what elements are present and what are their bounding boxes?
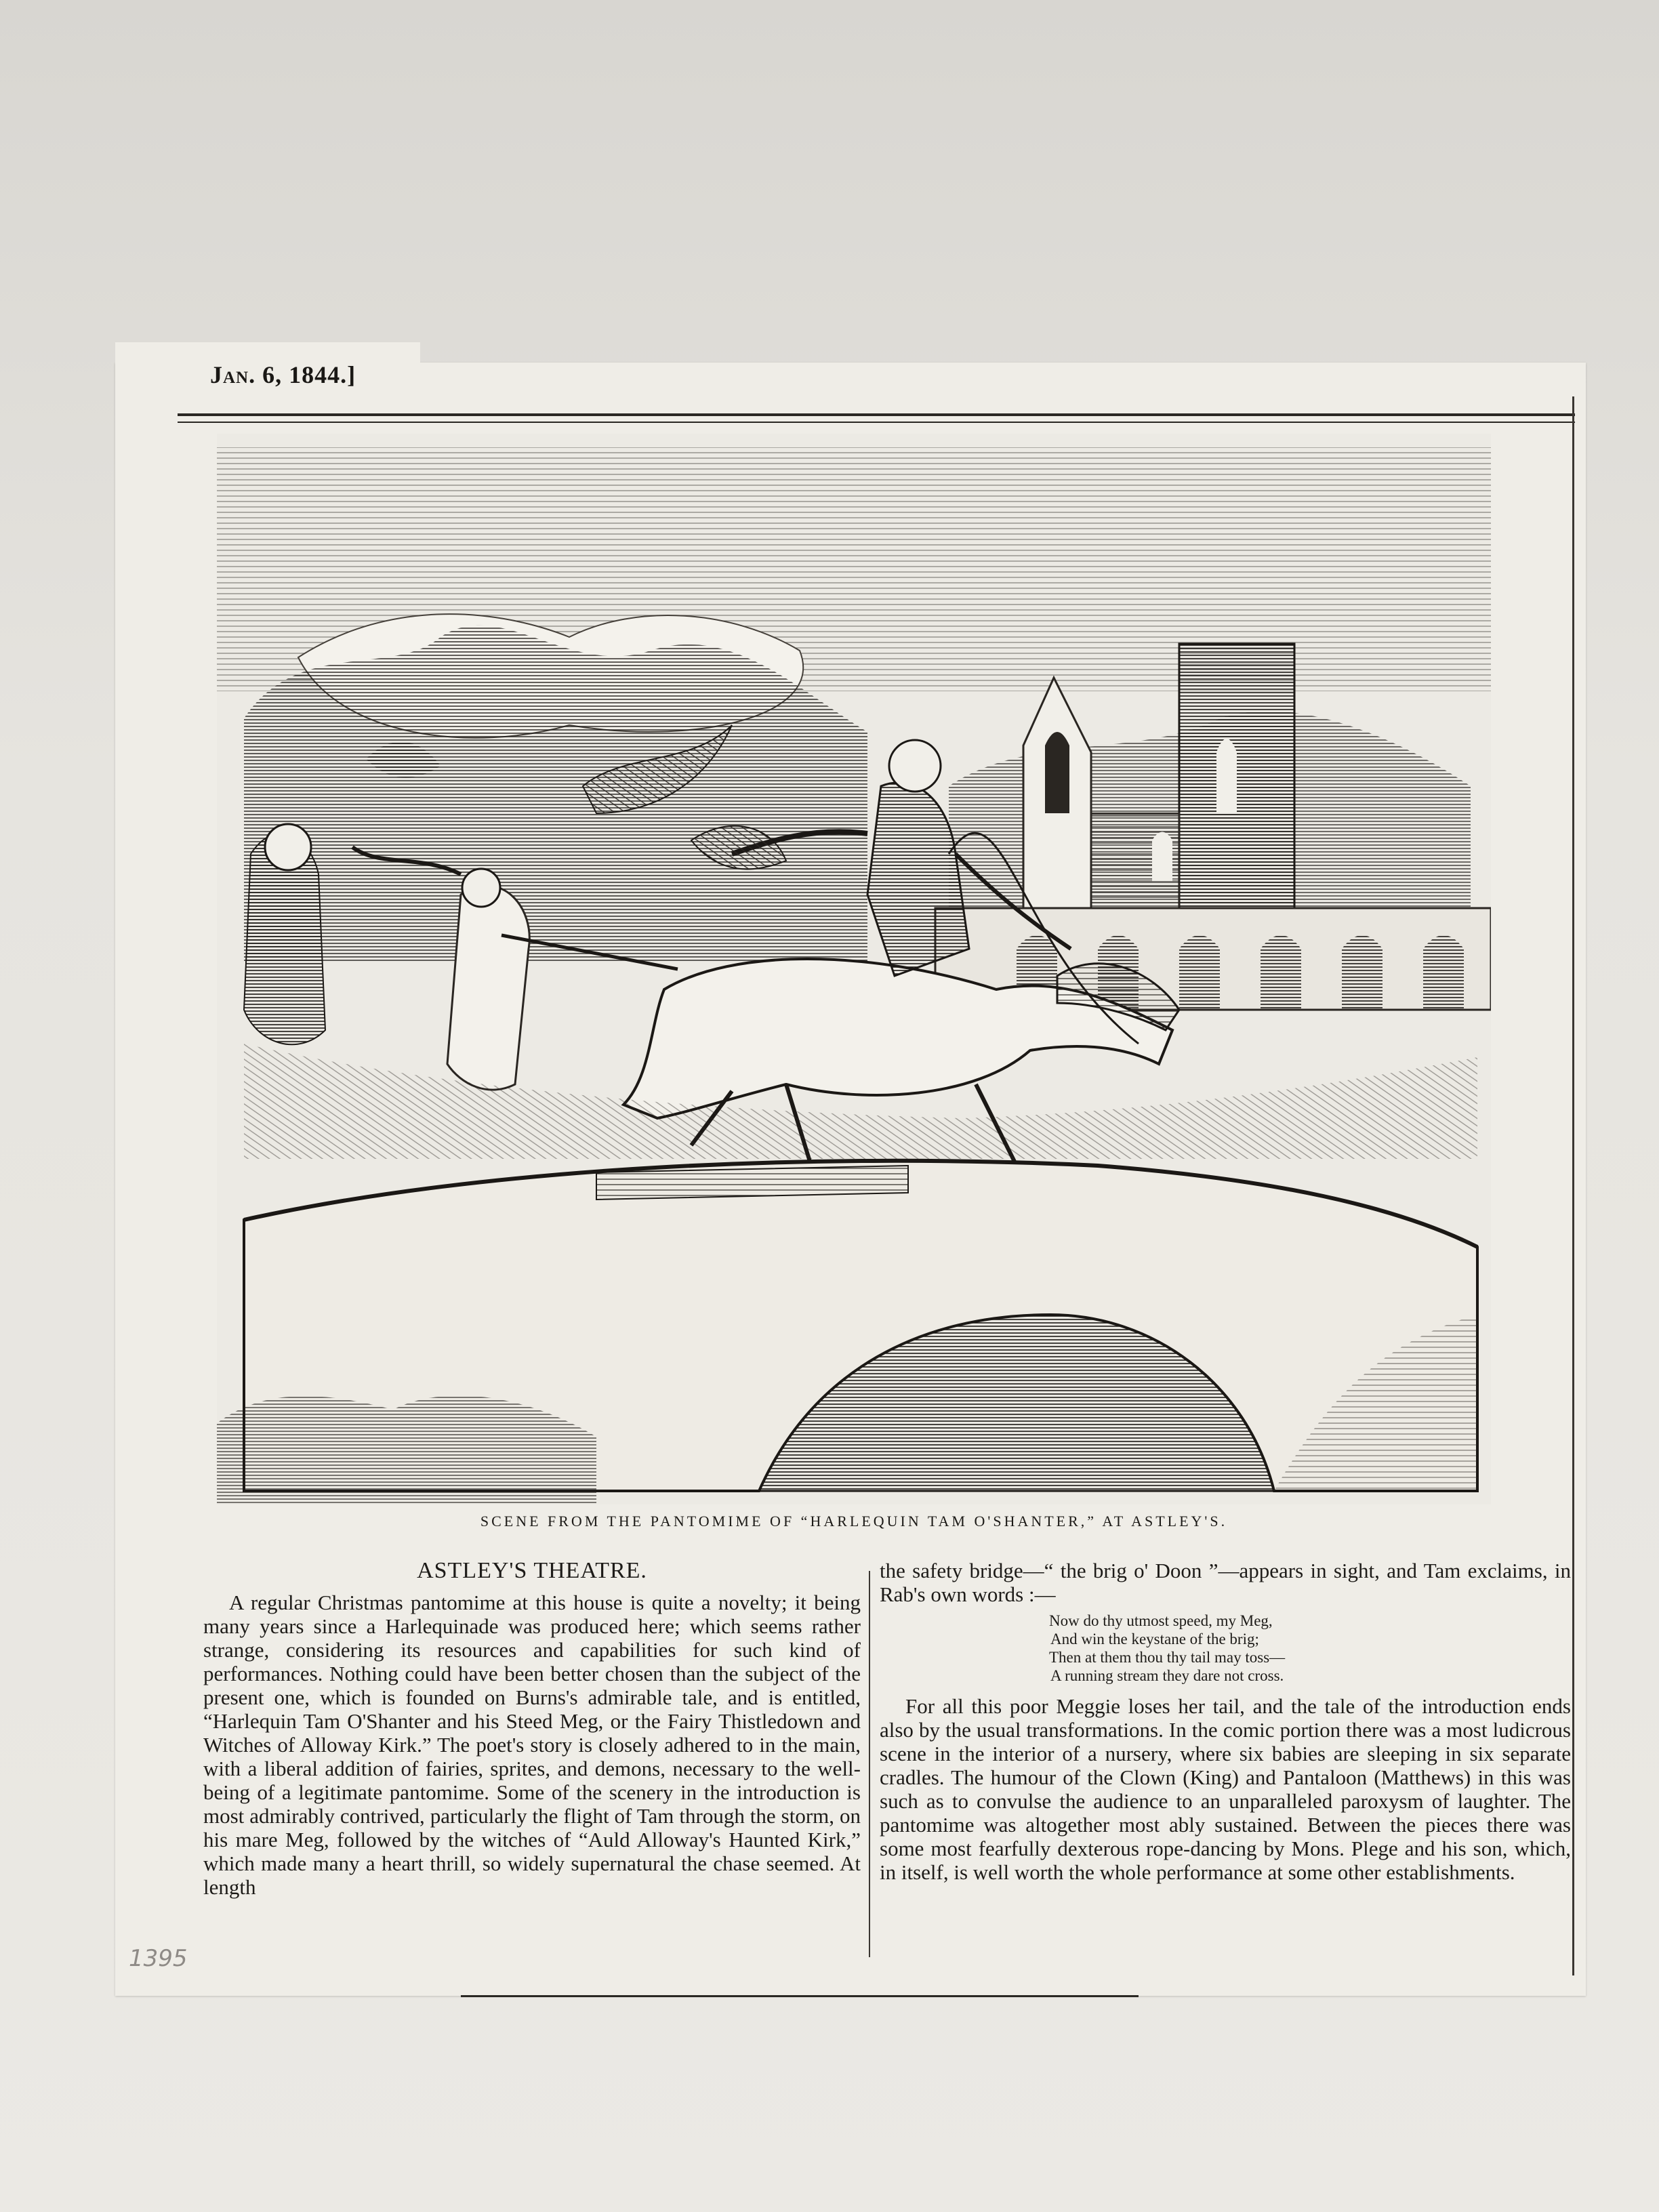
issue-date: Jan. 6, 1844.]: [210, 361, 356, 388]
article-right-column: [880, 1559, 1571, 1884]
verse-line: Then at them thou thy tail may toss—: [1049, 1649, 1286, 1666]
illustration-caption: SCENE FROM THE PANTOMIME OF “HARLEQUIN TAM O'SHANTER,” AT ASTLEY'S.: [480, 1513, 1228, 1530]
article-left-column: [203, 1559, 861, 1899]
foreground-rocks: [217, 1395, 596, 1504]
verse-line: And win the keystane of the brig;: [1050, 1631, 1259, 1647]
verse-line: Now do thy utmost speed, my Meg,: [1049, 1612, 1273, 1629]
top-double-rule: [178, 413, 1575, 423]
right-column-rule: [1572, 396, 1574, 1975]
column-divider: [869, 1571, 870, 1957]
verse-line: A running stream they dare not cross.: [1050, 1667, 1284, 1684]
bottom-rule: [461, 1995, 1139, 1997]
article-paragraph-continued: the safety bridge—“ the brig o' Doon ”—appears in sight, and Tam exclaims, in Rab's own words :—: [880, 1559, 1571, 1606]
engraving-illustration: [217, 434, 1491, 1504]
storm-trees: [244, 626, 867, 962]
article-paragraph: A regular Christmas pantomime at this house is quite a novelty; it being many years since a Harlequinade was produced here; which seems rather strange, considering its resources and capabilities for such kind of performances. Nothing could have been better chosen than the subject of the present one, which is founded on Burns's admirable tale, and is entitled, “Harlequin Tam O'Shanter and his Steed Meg, or the Fairy Thistledown and Witches of Alloway Kirk.” The poet's story is closely adhered to in the main, with a liberal addition of fairies, sprites, and demons, necessary to the well-being of a legitimate pantomime. Some of the scenery in the introduction is most admirably contrived, particularly the flight of Tam through the storm, on his mare Meg, followed by the witches of “Auld Alloway's Haunted Kirk,” which made many a heart thrill, so widely supernatural the chase seemed. At length: [203, 1591, 861, 1899]
quoted-verse: [1049, 1612, 1571, 1685]
article-title: ASTLEY'S THEATRE.: [417, 1558, 647, 1583]
article-paragraph: For all this poor Meggie loses her tail, and the tale of the introduction ends also by the usual transformations. In the comic portion there was a most ludicrous scene in the interior of a nursery, where six babies are sleeping in six separate cradles. The humour of the Clown (King) and Pantaloon (Matthews) in this was such as to convulse the audience to an unparalleled paroxysm of laughter. The pantomime was altogether most ably sustained. Between the pieces there was some most fearfully dexterous rope-dancing by Mons. Plege and his son, which, in itself, is well worth the whole performance at some other establishments.: [880, 1694, 1571, 1884]
pencil-annotation: 1395: [129, 1945, 188, 1972]
